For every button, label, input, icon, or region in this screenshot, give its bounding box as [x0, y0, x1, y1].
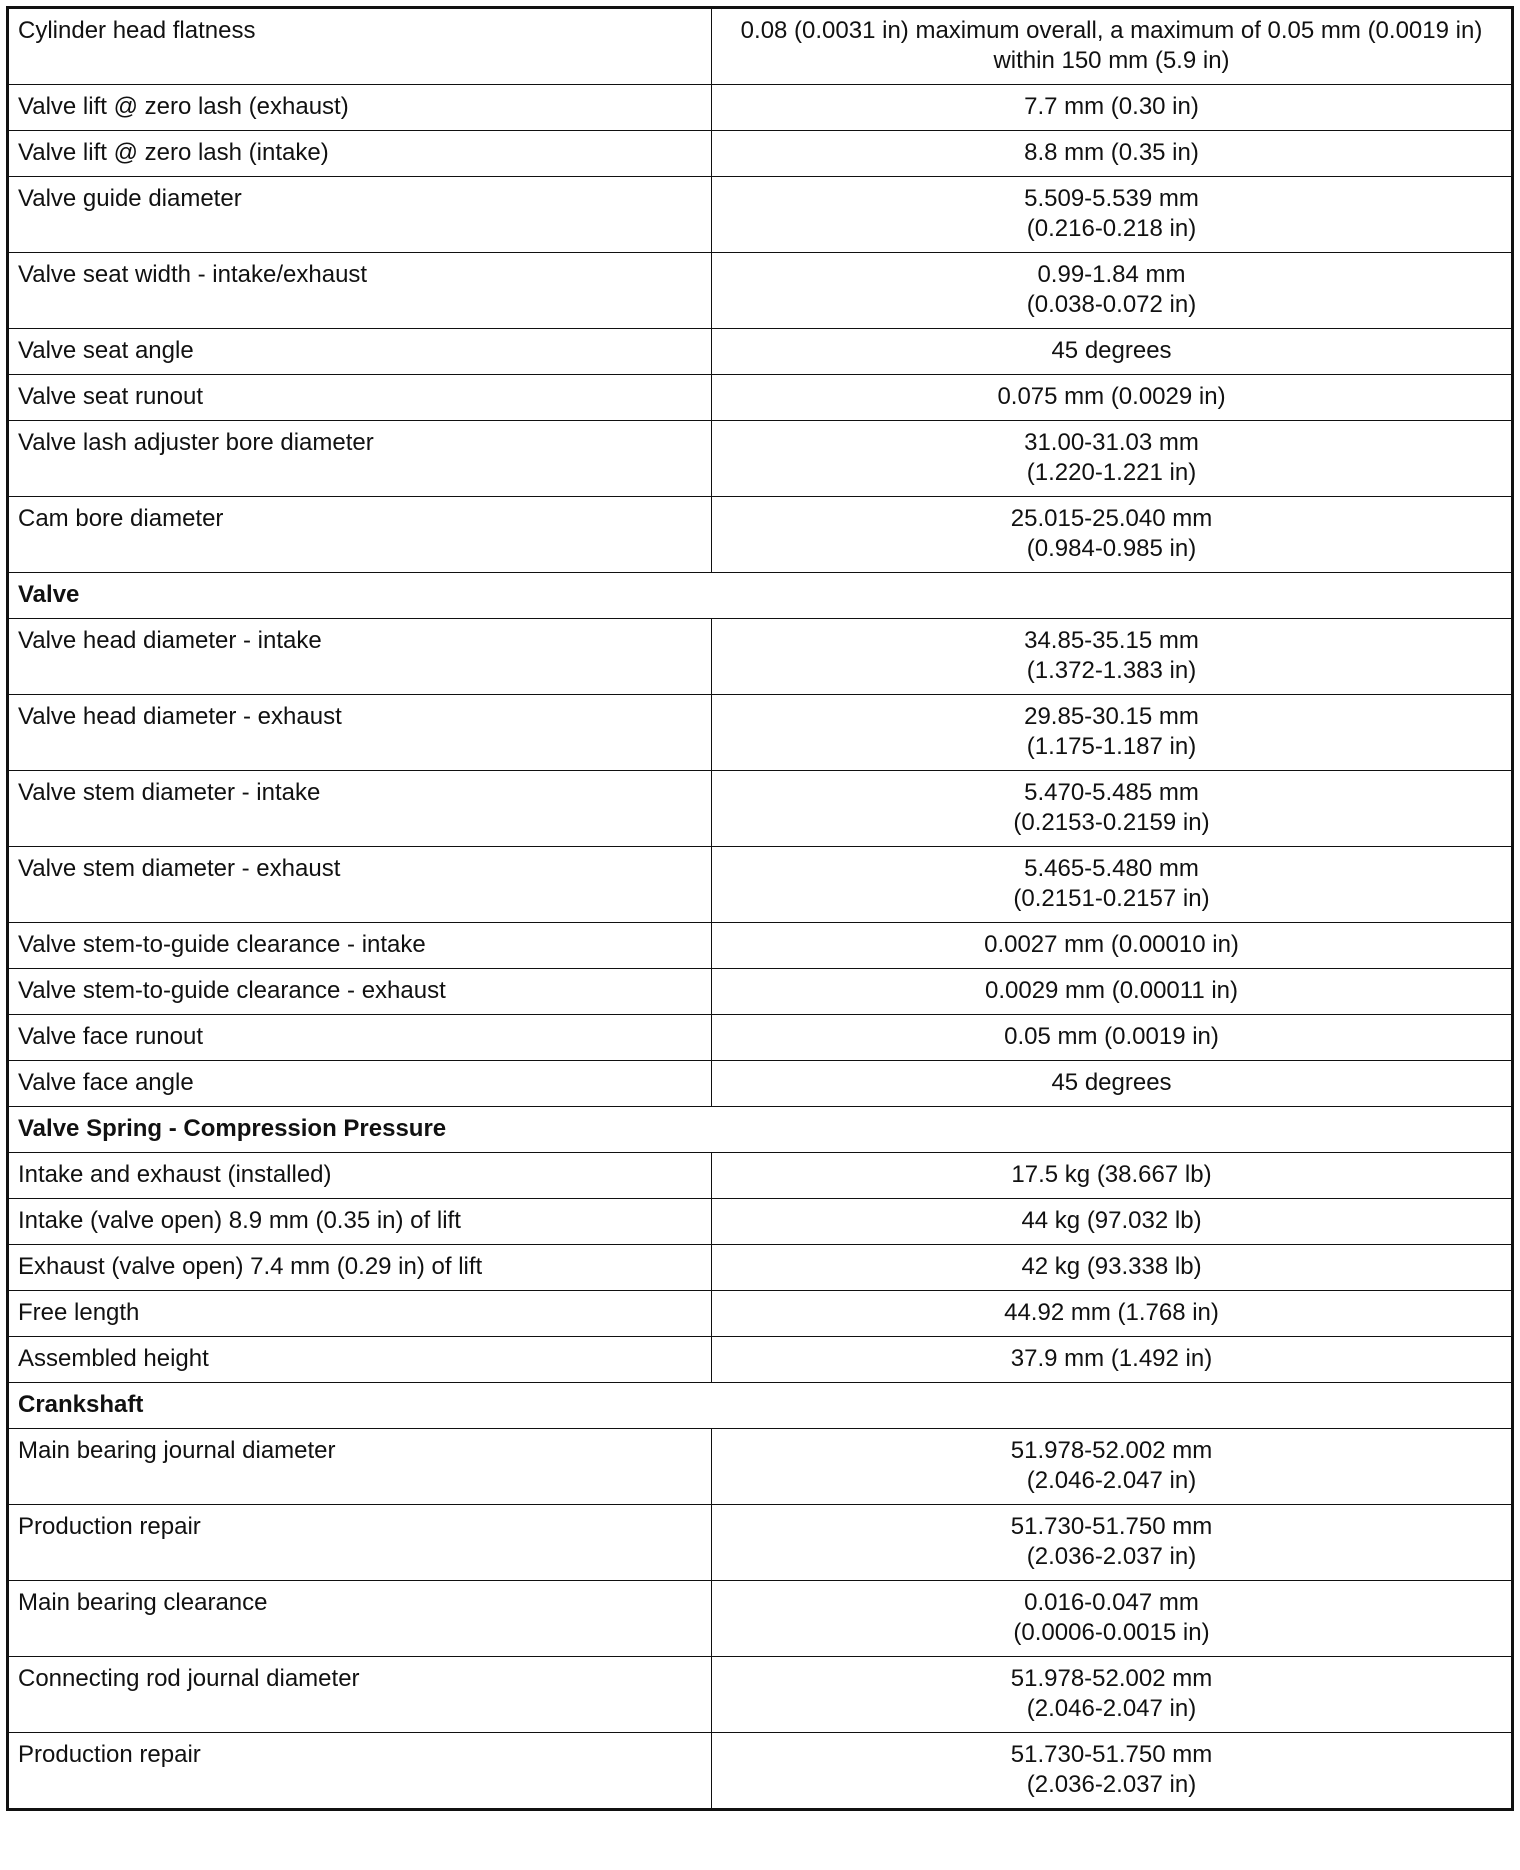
- section-header-row: [8, 1107, 1513, 1153]
- section-header-row: [8, 1383, 1513, 1429]
- spec-row: [8, 619, 1513, 695]
- spec-value: [712, 1245, 1513, 1291]
- spec-value-line: 0.99-1.84 mm: [1037, 261, 1186, 288]
- spec-label: Valve head diameter - exhaust: [8, 695, 712, 771]
- spec-value-line: 8.8 mm (0.35 in): [1024, 139, 1199, 166]
- spec-label: Valve face angle: [8, 1061, 712, 1107]
- spec-value: [712, 1061, 1513, 1107]
- spec-row: [8, 1015, 1513, 1061]
- spec-value-line: (0.2151-0.2157 in): [1013, 885, 1210, 912]
- spec-label: Valve stem diameter - exhaust: [8, 847, 712, 923]
- spec-value-line: (0.984-0.985 in): [1026, 535, 1197, 562]
- spec-value-line: 51.978-52.002 mm: [1010, 1665, 1213, 1692]
- spec-value-line: (0.216-0.218 in): [1026, 215, 1197, 242]
- spec-value: [712, 1657, 1513, 1733]
- spec-value-line: 7.7 mm (0.30 in): [1024, 93, 1199, 120]
- spec-value: [712, 253, 1513, 329]
- spec-label: Valve lift @ zero lash (intake): [8, 131, 712, 177]
- spec-row: [8, 329, 1513, 375]
- spec-row: [8, 1245, 1513, 1291]
- spec-value-line: (2.036-2.037 in): [1026, 1543, 1197, 1570]
- spec-value-line: 0.0027 mm (0.00010 in): [984, 931, 1239, 958]
- spec-value-line: 37.9 mm (1.492 in): [1010, 1345, 1213, 1372]
- spec-row: [8, 1337, 1513, 1383]
- spec-value-line: (2.046-2.047 in): [1026, 1467, 1197, 1494]
- spec-row: [8, 421, 1513, 497]
- spec-label: Intake (valve open) 8.9 mm (0.35 in) of lift: [8, 1199, 712, 1245]
- spec-row: [8, 923, 1513, 969]
- spec-row: [8, 1429, 1513, 1505]
- spec-label: Assembled height: [8, 1337, 712, 1383]
- spec-value-line: 44 kg (97.032 lb): [1021, 1207, 1202, 1234]
- spec-value: [712, 771, 1513, 847]
- spec-label: Intake and exhaust (installed): [8, 1153, 712, 1199]
- spec-value-line: (0.038-0.072 in): [1026, 291, 1197, 318]
- section-header-row: [8, 573, 1513, 619]
- spec-value-line: 5.470-5.485 mm: [1024, 779, 1199, 806]
- spec-value-line: 25.015-25.040 mm: [1010, 505, 1213, 532]
- spec-label: Valve guide diameter: [8, 177, 712, 253]
- spec-row: [8, 177, 1513, 253]
- spec-value: [712, 1581, 1513, 1657]
- spec-value-line: 0.0029 mm (0.00011 in): [984, 977, 1239, 1004]
- spec-value: [712, 1153, 1513, 1199]
- spec-row: [8, 1657, 1513, 1733]
- spec-row: [8, 131, 1513, 177]
- spec-value-line: 17.5 kg (38.667 lb): [1011, 1161, 1212, 1188]
- spec-row: [8, 253, 1513, 329]
- spec-value: [712, 847, 1513, 923]
- spec-value: [712, 177, 1513, 253]
- spec-row: [8, 497, 1513, 573]
- spec-value-line: 5.509-5.539 mm: [1024, 185, 1199, 212]
- spec-label: Valve stem-to-guide clearance - intake: [8, 923, 712, 969]
- spec-value: [712, 1015, 1513, 1061]
- spec-row: [8, 1581, 1513, 1657]
- spec-label: Valve seat runout: [8, 375, 712, 421]
- spec-value-line: 31.00-31.03 mm: [1024, 429, 1199, 456]
- spec-value-line: 42 kg (93.338 lb): [1021, 1253, 1202, 1280]
- spec-label: Valve stem diameter - intake: [8, 771, 712, 847]
- spec-row: [8, 695, 1513, 771]
- spec-value-line: (1.220-1.221 in): [1026, 459, 1197, 486]
- spec-value: [712, 329, 1513, 375]
- spec-row: [8, 1733, 1513, 1810]
- spec-label: Valve lash adjuster bore diameter: [8, 421, 712, 497]
- spec-value: [712, 497, 1513, 573]
- spec-value: [712, 1337, 1513, 1383]
- spec-row: [8, 1291, 1513, 1337]
- spec-value: [712, 1505, 1513, 1581]
- spec-label: Valve head diameter - intake: [8, 619, 712, 695]
- spec-value-line: 51.730-51.750 mm: [1010, 1513, 1213, 1540]
- spec-label: Valve lift @ zero lash (exhaust): [8, 85, 712, 131]
- specification-table-body: [8, 8, 1513, 1810]
- spec-value: [712, 1291, 1513, 1337]
- spec-value: [712, 619, 1513, 695]
- section-heading: Valve: [8, 573, 1513, 619]
- spec-label: Production repair: [8, 1733, 712, 1810]
- spec-label: Production repair: [8, 1505, 712, 1581]
- spec-value-line: (0.0006-0.0015 in): [1013, 1619, 1210, 1646]
- section-heading: Crankshaft: [8, 1383, 1513, 1429]
- spec-value-line: 0.016-0.047 mm: [1024, 1589, 1199, 1616]
- spec-value: [712, 1199, 1513, 1245]
- spec-value-line: 51.978-52.002 mm: [1010, 1437, 1213, 1464]
- spec-value-line: 0.08 (0.0031 in) maximum overall, a maximum of 0.05 mm (0.0019 in): [740, 17, 1483, 44]
- spec-value-line: (0.2153-0.2159 in): [1013, 809, 1210, 836]
- spec-row: [8, 771, 1513, 847]
- section-heading: Valve Spring - Compression Pressure: [8, 1107, 1513, 1153]
- spec-label: Cylinder head flatness: [8, 8, 712, 85]
- spec-row: [8, 375, 1513, 421]
- spec-label: Valve seat width - intake/exhaust: [8, 253, 712, 329]
- spec-row: [8, 847, 1513, 923]
- spec-value-line: (2.046-2.047 in): [1026, 1695, 1197, 1722]
- spec-value-line: (1.372-1.383 in): [1026, 657, 1197, 684]
- spec-value-line: 34.85-35.15 mm: [1024, 627, 1199, 654]
- spec-row: [8, 969, 1513, 1015]
- spec-row: [8, 1061, 1513, 1107]
- spec-value-line: within 150 mm (5.9 in): [993, 47, 1230, 74]
- spec-row: [8, 85, 1513, 131]
- spec-value-line: 51.730-51.750 mm: [1010, 1741, 1213, 1768]
- spec-value: [712, 969, 1513, 1015]
- specification-table: [6, 6, 1514, 1811]
- spec-label: Main bearing clearance: [8, 1581, 712, 1657]
- spec-label: Exhaust (valve open) 7.4 mm (0.29 in) of lift: [8, 1245, 712, 1291]
- spec-label: Valve seat angle: [8, 329, 712, 375]
- spec-row: [8, 1153, 1513, 1199]
- spec-value-line: 0.075 mm (0.0029 in): [997, 383, 1226, 410]
- spec-value: [712, 8, 1513, 85]
- spec-value-line: (2.036-2.037 in): [1026, 1771, 1197, 1798]
- spec-label: Valve face runout: [8, 1015, 712, 1061]
- spec-value: [712, 695, 1513, 771]
- spec-value: [712, 375, 1513, 421]
- spec-label: Cam bore diameter: [8, 497, 712, 573]
- spec-value: [712, 421, 1513, 497]
- spec-value-line: (1.175-1.187 in): [1026, 733, 1197, 760]
- spec-value-line: 45 degrees: [1051, 1069, 1172, 1096]
- spec-value: [712, 85, 1513, 131]
- spec-value-line: 45 degrees: [1051, 337, 1172, 364]
- spec-value: [712, 1429, 1513, 1505]
- spec-value-line: 44.92 mm (1.768 in): [1004, 1299, 1219, 1326]
- spec-value: [712, 923, 1513, 969]
- spec-value: [712, 1733, 1513, 1810]
- spec-label: Connecting rod journal diameter: [8, 1657, 712, 1733]
- spec-value: [712, 131, 1513, 177]
- spec-label: Free length: [8, 1291, 712, 1337]
- spec-row: [8, 8, 1513, 85]
- spec-row: [8, 1199, 1513, 1245]
- spec-label: Valve stem-to-guide clearance - exhaust: [8, 969, 712, 1015]
- spec-value-line: 0.05 mm (0.0019 in): [1004, 1023, 1219, 1050]
- spec-value-line: 29.85-30.15 mm: [1024, 703, 1199, 730]
- spec-value-line: 5.465-5.480 mm: [1024, 855, 1199, 882]
- spec-label: Main bearing journal diameter: [8, 1429, 712, 1505]
- spec-row: [8, 1505, 1513, 1581]
